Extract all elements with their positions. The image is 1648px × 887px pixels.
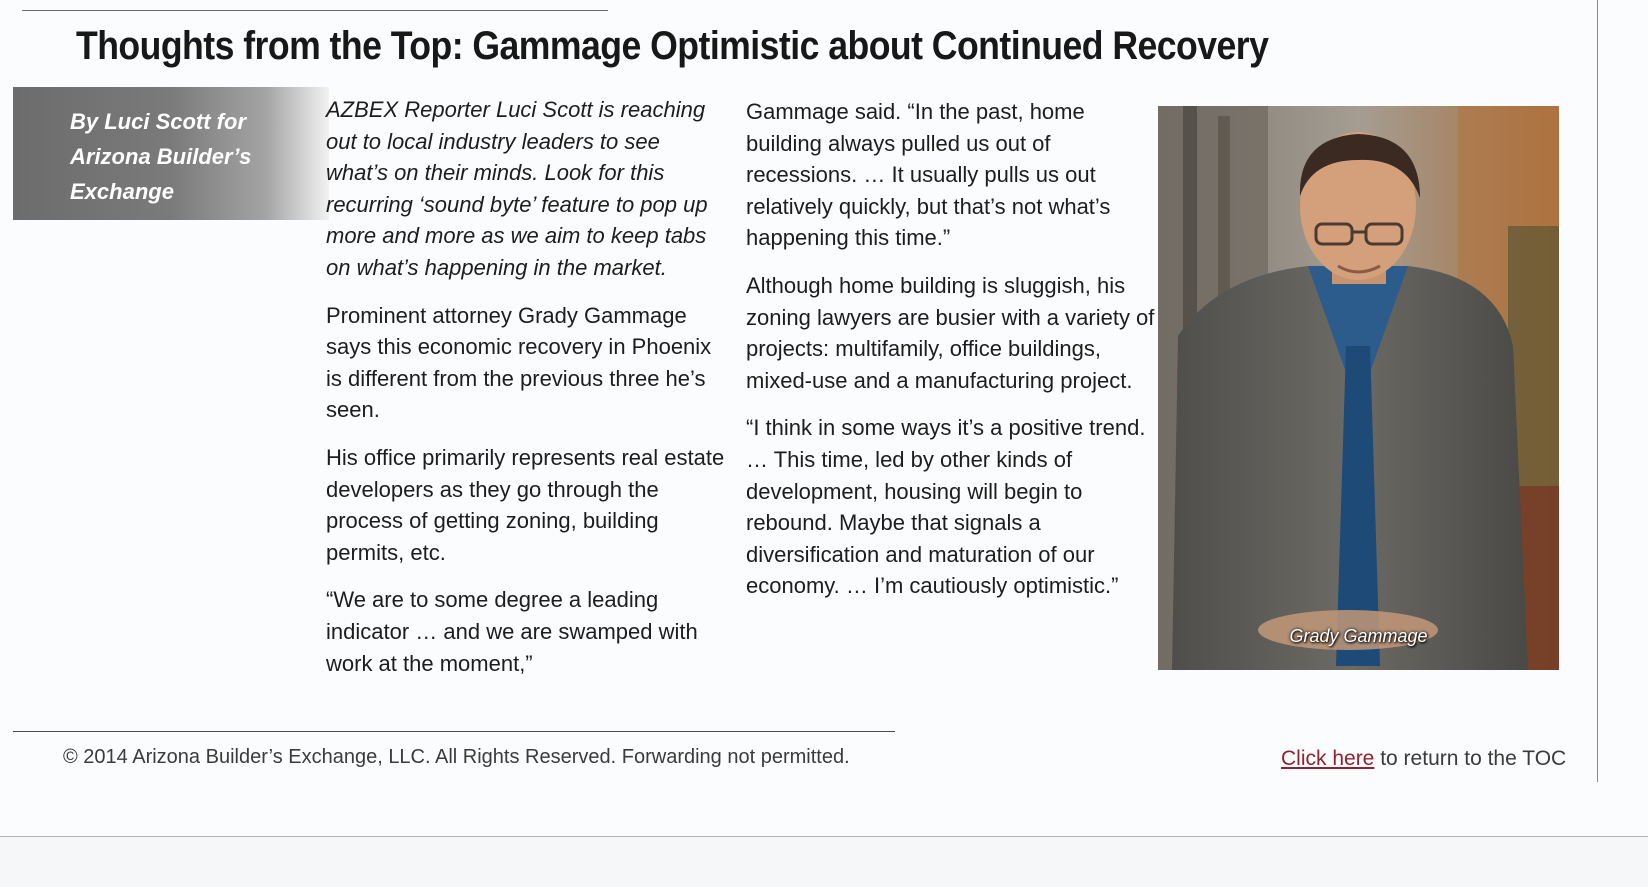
paragraph: His office primarily represents real estate developers as they go through the process of getting zoning, building permits, etc. [326,444,725,565]
photo-caption: Grady Gammage [1289,626,1428,646]
toc-return [1281,747,1566,771]
bottom-rule [13,731,895,732]
article-column-2 [746,96,1166,618]
toc-link[interactable]: Click here [1281,747,1375,770]
paragraph: Gammage said. “In the past, home building always pulled us out of recessions. … It usually pulls us out relatively quickly, but that’s not what’s happening this time.” [746,99,1111,251]
paragraph: “I think in some ways it’s a positive trend. … This time, led by other kinds of development, housing will begin to rebound. Maybe that signals a diversification and maturation of our economy. … I’m cautiously optimistic.” [746,415,1146,599]
top-rule [22,10,608,11]
paragraph: Although home building is sluggish, his zoning lawyers are busier with a variety of projects: multifamily, office buildings, mixed-use and a manufacturing project. [746,272,1155,393]
byline: By Luci Scott for Arizona Builder’s Exchange [70,109,252,204]
portrait-photo [1158,106,1559,670]
article-title: Thoughts from the Top: Gammage Optimistic about Continued Recovery [76,24,1269,68]
page-right-edge [1597,0,1598,782]
paragraph: Prominent attorney Grady Gammage says this economic recovery in Phoenix is different from the previous three he’s seen. [326,302,712,423]
toc-text: to return to the TOC [1374,747,1567,770]
copyright-notice: © 2014 Arizona Builder’s Exchange, LLC. All Rights Reserved. Forwarding not permitted. [63,746,850,768]
article-column-1 [326,94,726,695]
paragraph: “We are to some degree a leading indicator … and we are swamped with work at the moment,” [326,587,698,676]
intro-paragraph: AZBEX Reporter Luci Scott is reaching out to local industry leaders to see what’s on their minds. Look for this recurring ‘sound byte’ feature to pop up more and more as we aim to keep tabs on what’s happening in the market. [326,97,708,280]
below-page-area [0,837,1648,887]
portrait-illustration [1158,106,1559,670]
